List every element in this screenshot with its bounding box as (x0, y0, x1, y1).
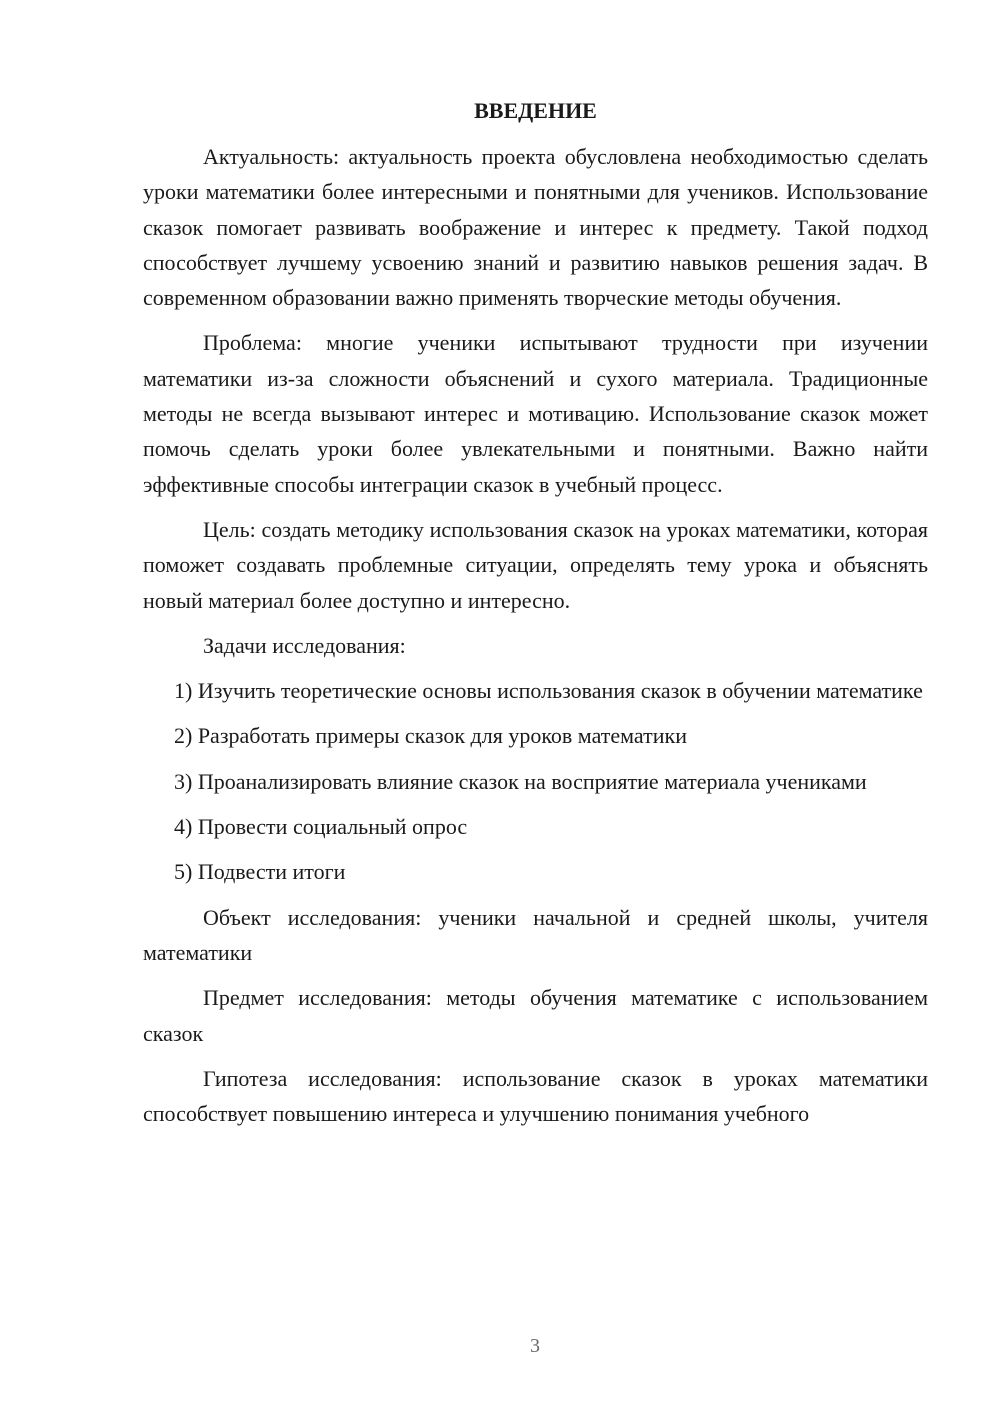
list-item-task-4: 4) Провести социальный опрос (174, 814, 468, 840)
paragraph-goal: Цель: создать методику использования сказок на уроках математики, которая поможет создавать проблемные ситуации, определять тему урока и объяснять новый материал более доступно и интересно. (143, 516, 928, 613)
paragraph-subject: Предмет исследования: методы обучения математике с использованием сказок (143, 985, 928, 1046)
paragraph-relevance: Актуальность: актуальность проекта обусловлена необходимостью сделать уроки математики более интересными и понятными для учеников. Использование сказок помогает развивать воображение и интерес к предмету. Такой подход способствует лучшему усвоению знаний и развитию навыков решения задач. В современном образовании важно применять творческие методы обучения. (143, 144, 928, 311)
list-item-task-2: 2) Разработать примеры сказок для уроков математики (174, 723, 687, 749)
paragraph-object: Объект исследования: ученики начальной и средней школы, учителя математики (143, 904, 928, 965)
paragraph-hypothesis: Гипотеза исследования: использование сказок в уроках математики способствует повышению интереса и улучшению понимания учебного (143, 1065, 928, 1127)
document-body (143, 93, 928, 1141)
paragraph-problem: Проблема: многие ученики испытывают трудности при изучении математики из-за сложности объяснений и сухого материала. Традиционные методы не всегда вызывают интерес и мотивацию. Использование сказок может помочь сделать уроки более увлекательными и понятными. Важно найти эффективные способы интеграции сказок в учебный процесс. (143, 330, 928, 497)
list-item-task-5: 5) Подвести итоги (174, 859, 346, 885)
page-title: ВВЕДЕНИЕ (474, 98, 597, 123)
list-item-task-1: 1) Изучить теоретические основы использования сказок в обучении математике (174, 678, 923, 704)
page-number: 3 (530, 1335, 540, 1357)
list-item-task-3: 3) Проанализировать влияние сказок на восприятие материала учениками (174, 768, 867, 794)
tasks-heading: Задачи исследования: (203, 632, 406, 658)
